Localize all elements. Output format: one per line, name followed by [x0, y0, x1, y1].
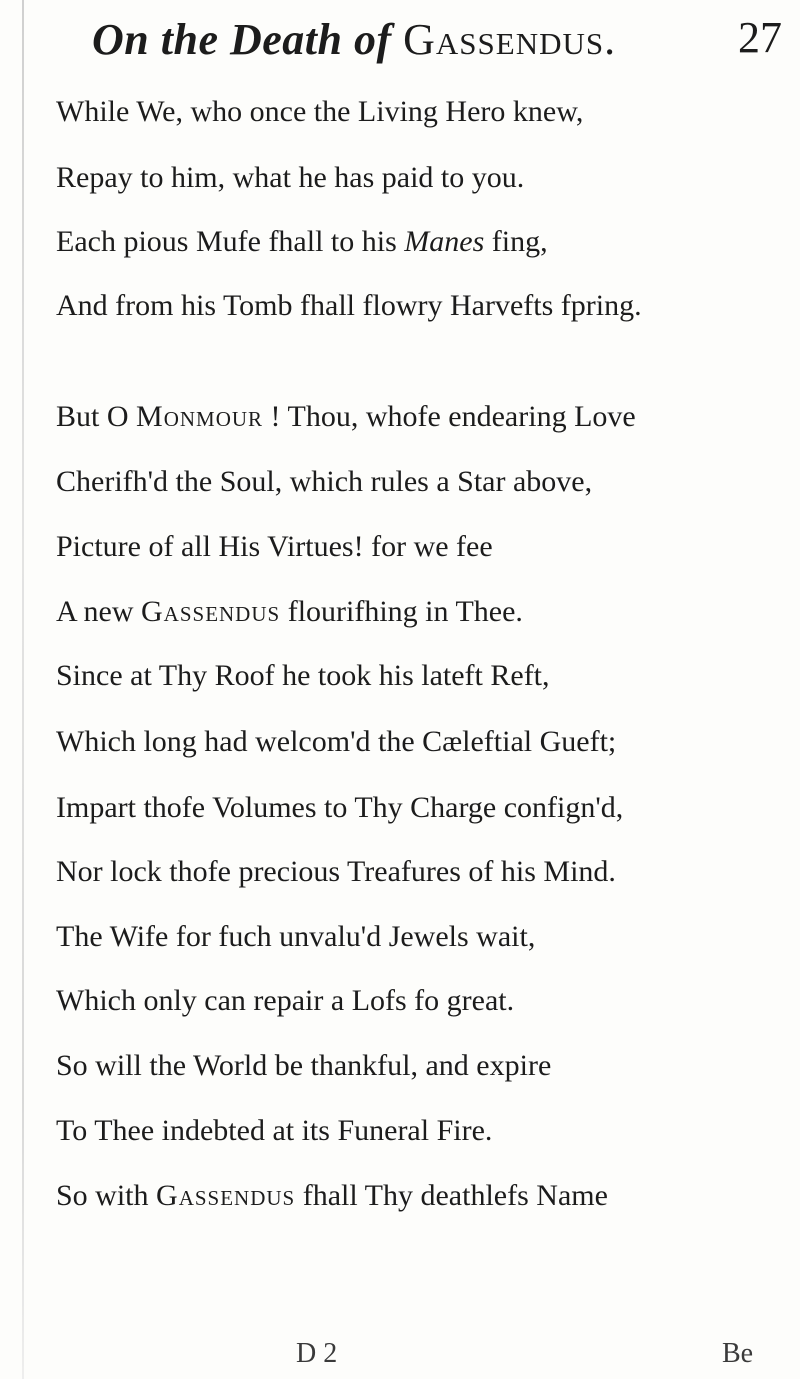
verse-line-smallcaps: Gassendus [156, 1179, 296, 1212]
verse-line [56, 1181, 608, 1211]
verse-line-text: Each pious Mufe fhall to his [56, 225, 405, 258]
verse-line: Since at Thy Roof he took his lateft Reft, [56, 659, 550, 692]
running-title-of: of [353, 15, 392, 64]
page-edge-shadow [22, 0, 24, 1379]
page-number: 27 [738, 13, 782, 62]
verse-line-text: flourifhing in Thee. [280, 595, 523, 628]
verse-line-smallcaps: Monmour [136, 400, 264, 433]
verse-line: Cherifh'd the Soul, which rules a Star above, [56, 465, 593, 498]
verse-line: So will the World be thankful, and expire [56, 1049, 552, 1082]
verse-line [56, 227, 548, 257]
verse-line [56, 402, 636, 432]
verse-line: Which long had welcom'd the Cæleftial Gueft; [56, 725, 617, 758]
verse-line [56, 597, 523, 627]
verse-line: Nor lock thofe precious Treafures of his Mind. [56, 855, 616, 888]
signature-mark: D 2 [296, 1338, 338, 1369]
catchword: Be [722, 1338, 754, 1369]
verse-line-smallcaps: Gassendus [141, 595, 281, 628]
running-title-name: Gassendus. [403, 15, 617, 64]
verse-line: Impart thofe Volumes to Thy Charge confign'd, [56, 791, 624, 824]
verse-line: And from his Tomb fhall flowry Harvefts fpring. [56, 289, 642, 322]
verse-line-italic: Manes [404, 225, 485, 258]
verse-line-text: A new [56, 595, 141, 628]
running-title [92, 15, 617, 64]
verse-line-text: fing, [484, 225, 548, 258]
verse-line-text: fhall Thy deathlefs Name [295, 1179, 608, 1212]
verse-line: Repay to him, what he has paid to you. [56, 161, 525, 194]
verse-line: The Wife for fuch unvalu'd Jewels wait, [56, 920, 536, 953]
running-title-italic: On the Death [92, 15, 343, 64]
verse-line: Which only can repair a Lofs fo great. [56, 984, 515, 1017]
verse-line-text: So with [56, 1179, 157, 1212]
verse-line: To Thee indebted at its Funeral Fire. [56, 1114, 493, 1147]
verse-line: While We, who once the Living Hero knew, [56, 95, 584, 128]
verse-line-text: ! Thou, whofe endearing Love [263, 400, 636, 433]
verse-line: Picture of all His Virtues! for we fee [56, 530, 493, 563]
verse-line-text: But O [56, 400, 137, 433]
page-header [92, 8, 782, 78]
page-footer [0, 1338, 800, 1378]
